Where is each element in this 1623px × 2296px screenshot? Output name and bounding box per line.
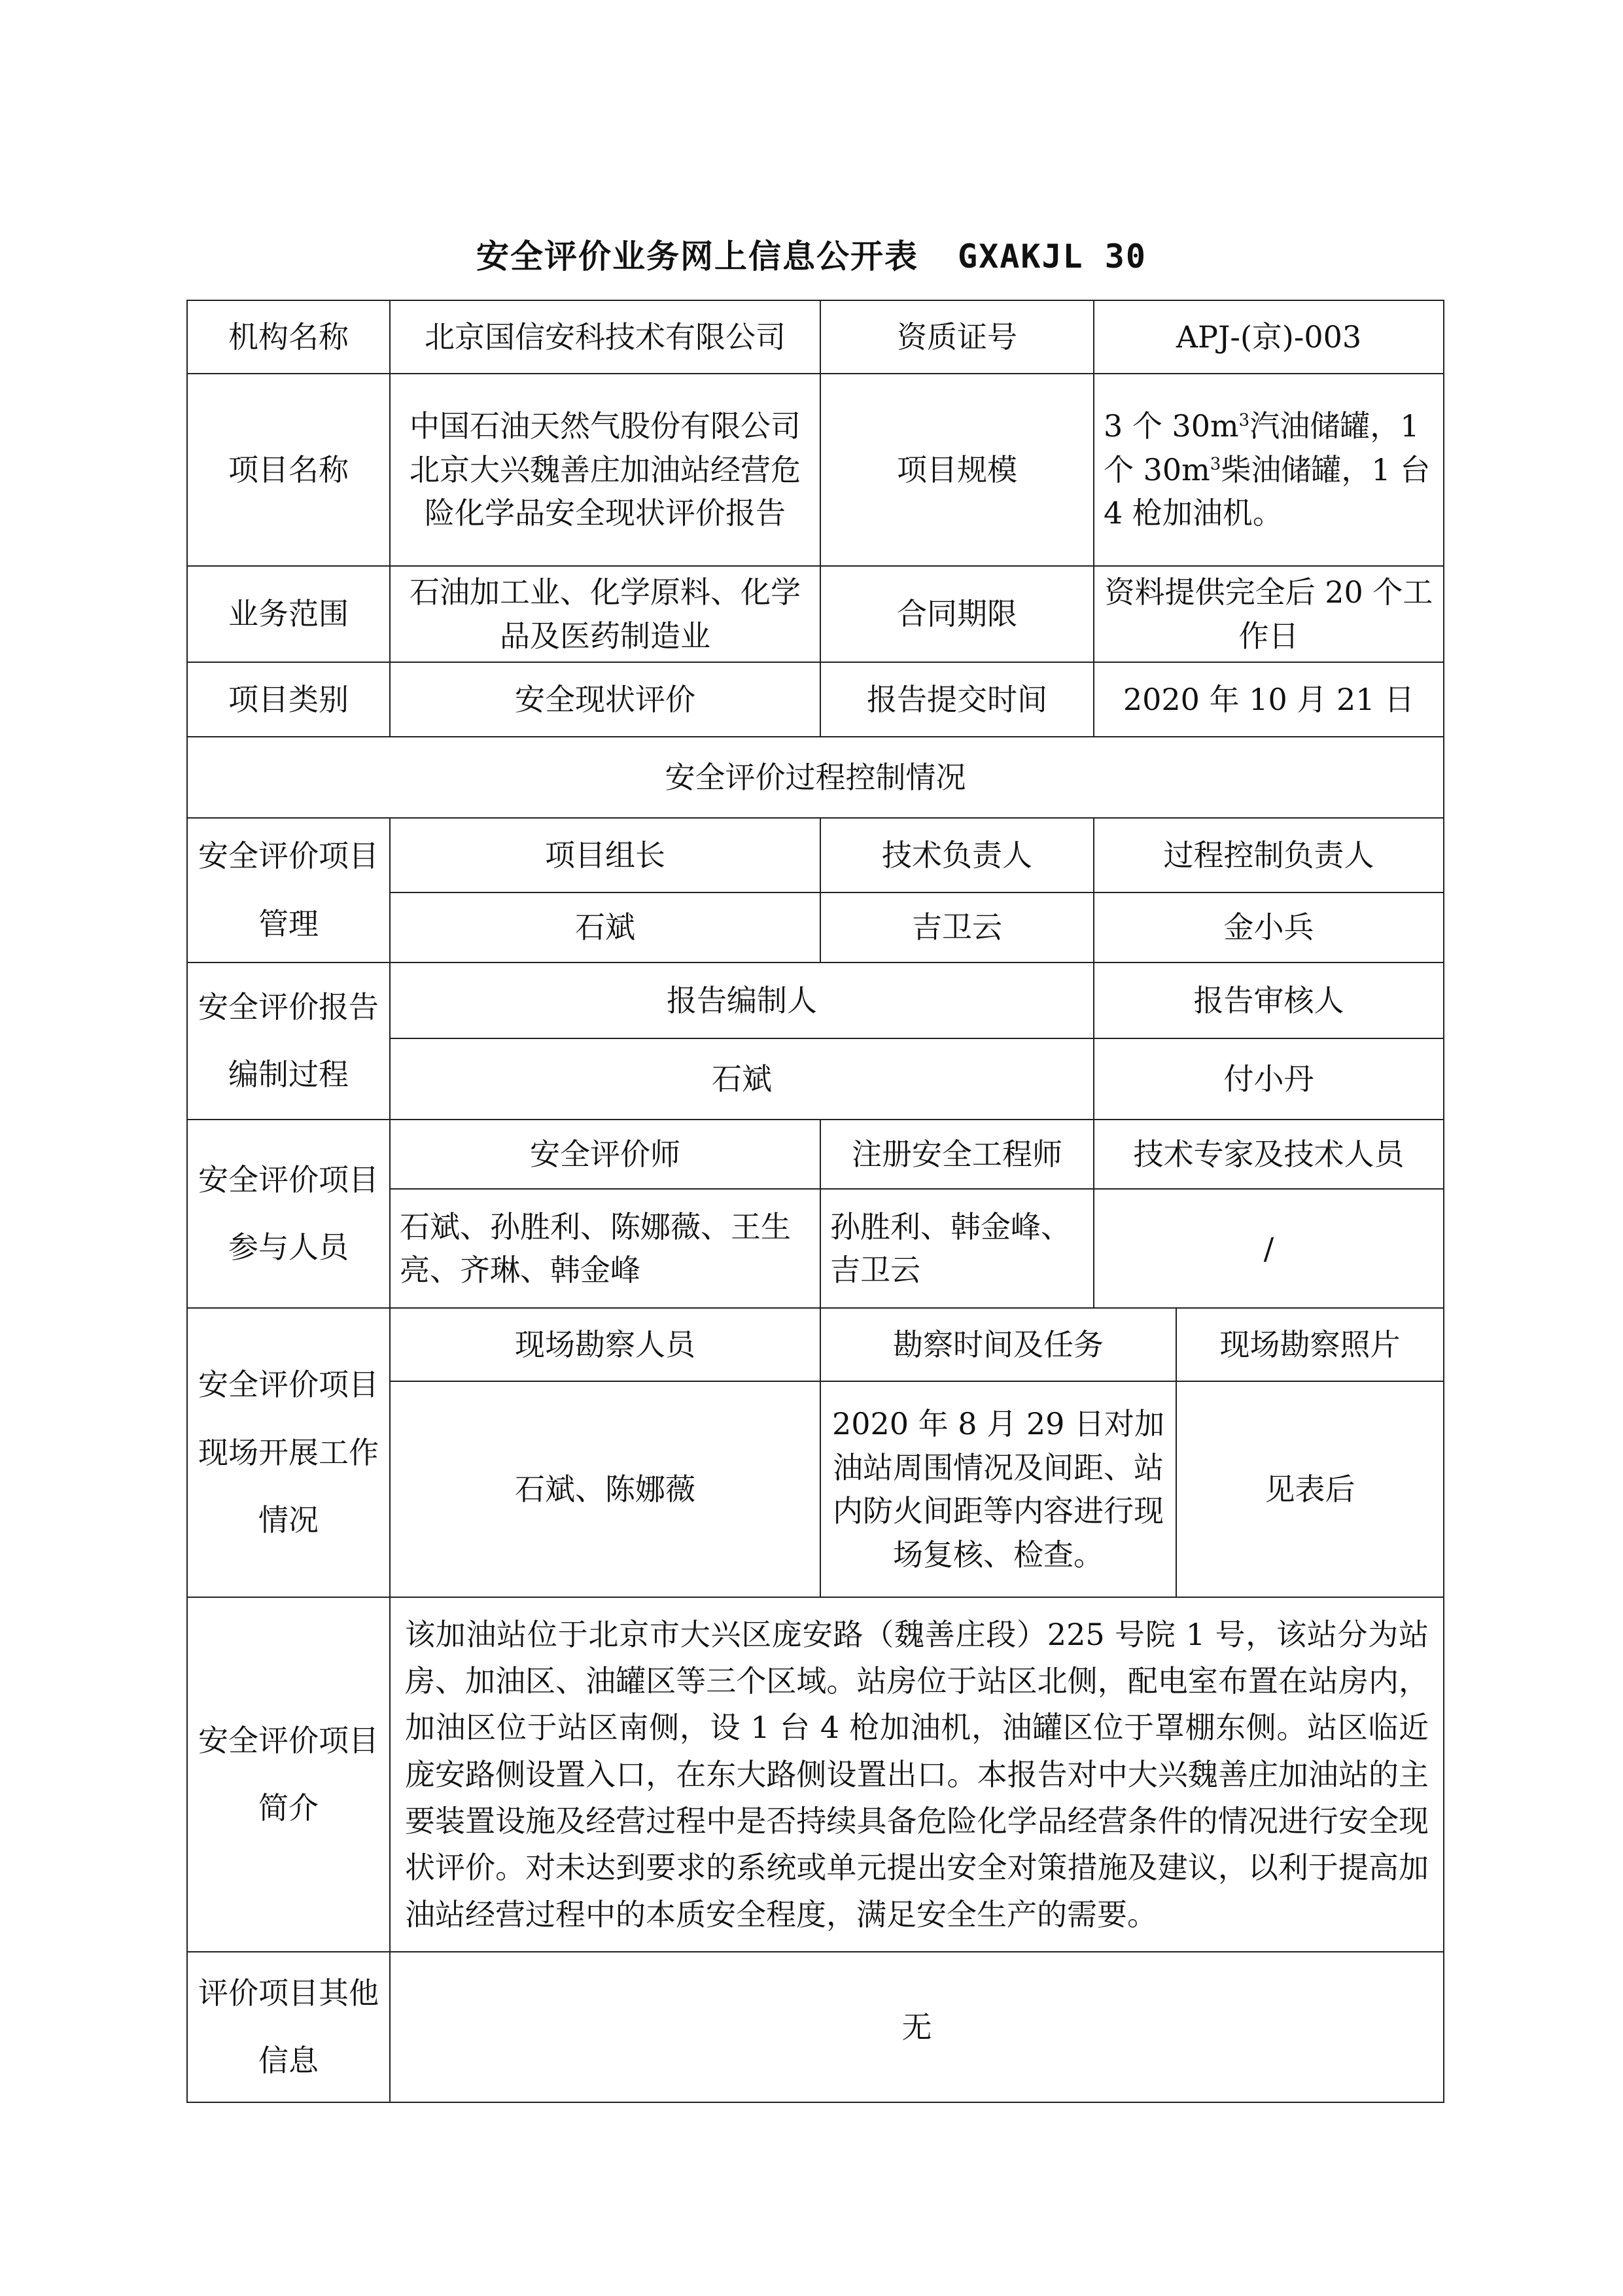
document-code: GXAKJL 30 <box>958 238 1147 275</box>
scope-value: 石油加工业、化学原料、化学品及医药制造业 <box>390 566 820 662</box>
contract-value: 资料提供完全后 20 个工作日 <box>1094 566 1444 662</box>
site-label: 安全评价项目现场开展工作情况 <box>187 1308 390 1597</box>
mgmt-label: 安全评价项目管理 <box>187 818 390 963</box>
row-report-head <box>187 963 1444 1038</box>
row-other <box>187 1952 1444 2102</box>
info-table <box>186 300 1444 2103</box>
scale-part2: 汽油储罐，1 个 30m <box>1104 408 1420 487</box>
participants-head-expert: 技术专家及技术人员 <box>1094 1120 1444 1189</box>
report-head-author: 报告编制人 <box>390 963 1094 1038</box>
project-value: 中国石油天然气股份有限公司北京大兴魏善庄加油站经营危险化学品安全现状评价报告 <box>390 374 820 566</box>
mgmt-head-leader: 项目组长 <box>390 818 820 892</box>
contract-label: 合同期限 <box>820 566 1094 662</box>
report-label: 安全评价报告编制过程 <box>187 963 390 1120</box>
site-head-time: 勘察时间及任务 <box>820 1308 1176 1381</box>
other-label: 评价项目其他信息 <box>187 1952 390 2102</box>
site-staff: 石斌、陈娜薇 <box>390 1381 820 1597</box>
mgmt-tech: 吉卫云 <box>820 892 1094 963</box>
submit-value: 2020 年 10 月 21 日 <box>1094 662 1444 737</box>
submit-label: 报告提交时间 <box>820 662 1094 737</box>
scope-label: 业务范围 <box>187 566 390 662</box>
other-value: 无 <box>390 1952 1444 2102</box>
participants-head-engineer: 注册安全工程师 <box>820 1120 1094 1189</box>
scale-part1: 3 个 30m <box>1104 408 1239 444</box>
document-title <box>0 230 1623 277</box>
row-site-head <box>187 1308 1444 1381</box>
scale-value <box>1094 374 1444 566</box>
site-head-photo: 现场勘察照片 <box>1176 1308 1444 1381</box>
participants-assessor: 石斌、孙胜利、陈娜薇、王生亮、齐琳、韩金峰 <box>390 1189 820 1308</box>
participants-engineer: 孙胜利、韩金峰、吉卫云 <box>820 1189 1094 1308</box>
scale-sup1: 3 <box>1238 410 1250 431</box>
org-value: 北京国信安科技术有限公司 <box>390 300 820 374</box>
section-title: 安全评价过程控制情况 <box>187 737 1444 818</box>
intro-text: 该加油站位于北京市大兴区庞安路（魏善庄段）225 号院 1 号，该站分为站房、加油区、油罐区等三个区域。站房位于站区北侧，配电室布置在站房内，加油区位于站区南侧，设 1 台 4 枪加油机，油罐区位于罩棚东侧。站区临近庞安路侧设置入口，在东大路侧设置出口。本报告对中大兴魏善庄加油站的主要装置设施及经营过程中是否持续具备危险化学品经营条件的情况进行安全现状评价。对未达到要求的系统或单元提出安全对策措施及建议，以利于提高加油站经营过程中的本质安全程度，满足安全生产的需要。 <box>390 1597 1444 1952</box>
scale-sup2: 3 <box>1210 454 1221 474</box>
site-photo: 见表后 <box>1176 1381 1444 1597</box>
scale-label: 项目规模 <box>820 374 1094 566</box>
report-head-reviewer: 报告审核人 <box>1094 963 1444 1038</box>
mgmt-head-process: 过程控制负责人 <box>1094 818 1444 892</box>
row-scope <box>187 566 1444 662</box>
row-section <box>187 737 1444 818</box>
mgmt-leader: 石斌 <box>390 892 820 963</box>
title-text: 安全评价业务网上信息公开表 <box>476 238 919 275</box>
site-time: 2020 年 8 月 29 日对加油站周围情况及间距、站内防火间距等内容进行现场复核、检查。 <box>820 1381 1176 1597</box>
row-org <box>187 300 1444 374</box>
mgmt-process: 金小兵 <box>1094 892 1444 963</box>
report-author: 石斌 <box>390 1038 1094 1120</box>
cert-value: APJ-(京)-003 <box>1094 300 1444 374</box>
category-label: 项目类别 <box>187 662 390 737</box>
participants-head-assessor: 安全评价师 <box>390 1120 820 1189</box>
cert-label: 资质证号 <box>820 300 1094 374</box>
row-intro <box>187 1597 1444 1952</box>
row-mgmt-head <box>187 818 1444 892</box>
org-label: 机构名称 <box>187 300 390 374</box>
participants-expert: / <box>1094 1189 1444 1308</box>
site-head-staff: 现场勘察人员 <box>390 1308 820 1381</box>
row-category <box>187 662 1444 737</box>
mgmt-head-tech: 技术负责人 <box>820 818 1094 892</box>
participants-label: 安全评价项目参与人员 <box>187 1120 390 1308</box>
intro-label: 安全评价项目简介 <box>187 1597 390 1952</box>
project-label: 项目名称 <box>187 374 390 566</box>
category-value: 安全现状评价 <box>390 662 820 737</box>
row-participants-head <box>187 1120 1444 1189</box>
scale-part3: 柴油储罐，1 台 4 枪加油机。 <box>1104 451 1431 531</box>
report-reviewer: 付小丹 <box>1094 1038 1444 1120</box>
row-project <box>187 374 1444 566</box>
